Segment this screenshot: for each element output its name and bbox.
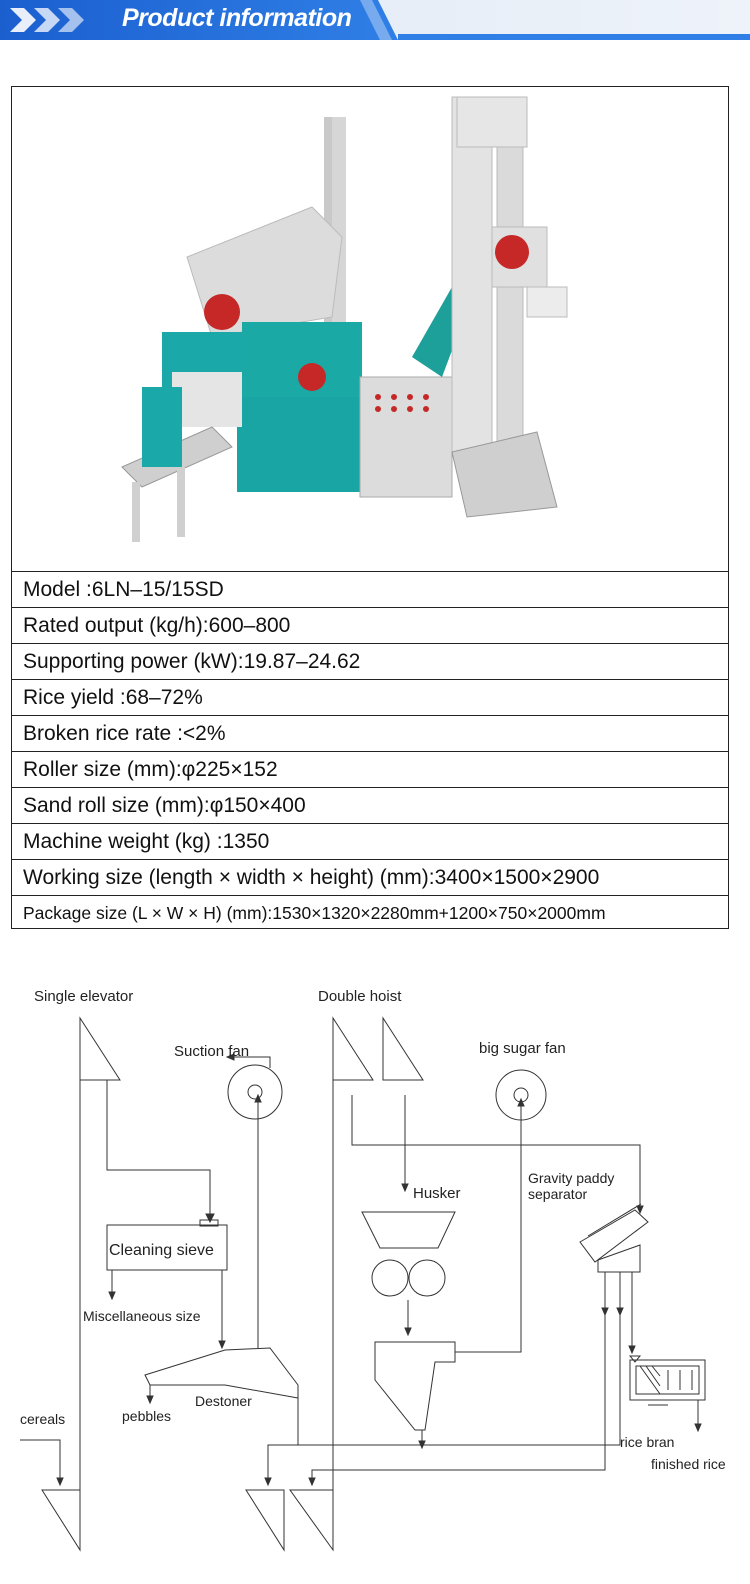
label-gravity-paddy: Gravity paddy [528,1170,615,1186]
spec-model: Model :6LN–15/15SD [12,571,728,607]
bottom-hopper-a [246,1490,284,1550]
spec-rice-yield: Rice yield :68–72% [12,679,728,715]
double-hoist-right [383,1018,423,1080]
double-hoist-left [333,1018,373,1080]
banner-title: Product information [122,4,352,32]
single-elevator-bottom-hopper [42,1490,80,1550]
spec-roller-size: Roller size (mm):φ225×152 [12,751,728,787]
spec-machine-weight: Machine weight (kg) :1350 [12,823,728,859]
label-rice-bran: rice bran [620,1434,675,1450]
label-big-sugar-fan: big sugar fan [479,1040,566,1057]
spec-package-size: Package size (L × W × H) (mm):1530×1320×2280mm+1200×750×2000mm [12,895,728,930]
product-photo [12,87,728,571]
spec-rated-output: Rated output (kg/h):600–800 [12,607,728,643]
spec-working-size: Working size (length × width × height) (mm):3400×1500×2900 [12,859,728,895]
label-miscellaneous-size: Miscellaneous size [83,1308,201,1324]
section-header-banner [0,0,750,40]
spec-broken-rice-rate: Broken rice rate :<2% [12,715,728,751]
suction-fan-housing [228,1065,282,1119]
label-pebbles: pebbles [122,1408,172,1424]
destoner-body [145,1348,298,1398]
product-spec-box [11,86,729,929]
spec-sand-roll-size: Sand roll size (mm):φ150×400 [12,787,728,823]
spec-table [12,571,728,930]
label-finished-rice: finished rice [651,1456,726,1472]
husker-roller-right [409,1260,445,1296]
label-cereals: cereals [20,1411,66,1427]
bottom-hopper-b [290,1490,333,1550]
flow-diagram-lines [0,940,750,1584]
spec-supporting-power: Supporting power (kW):19.87–24.62 [12,643,728,679]
single-elevator-top-hopper [80,1018,120,1080]
husker-roller-left [372,1260,408,1296]
label-separator: separator [528,1186,588,1202]
rice-mill-machine-icon [12,87,728,571]
banner-background [0,0,750,40]
label-single-elevator: Single elevator [34,988,134,1005]
label-husker: Husker [413,1185,461,1202]
label-double-hoist: Double hoist [318,988,402,1005]
paddy-husk-separator [375,1342,455,1430]
label-cleaning-sieve: Cleaning sieve [109,1242,214,1259]
label-suction-fan: Suction fan [174,1043,250,1060]
process-flow-diagram [0,940,750,1584]
label-destoner: Destoner [195,1393,252,1409]
husker-hopper [362,1212,455,1248]
